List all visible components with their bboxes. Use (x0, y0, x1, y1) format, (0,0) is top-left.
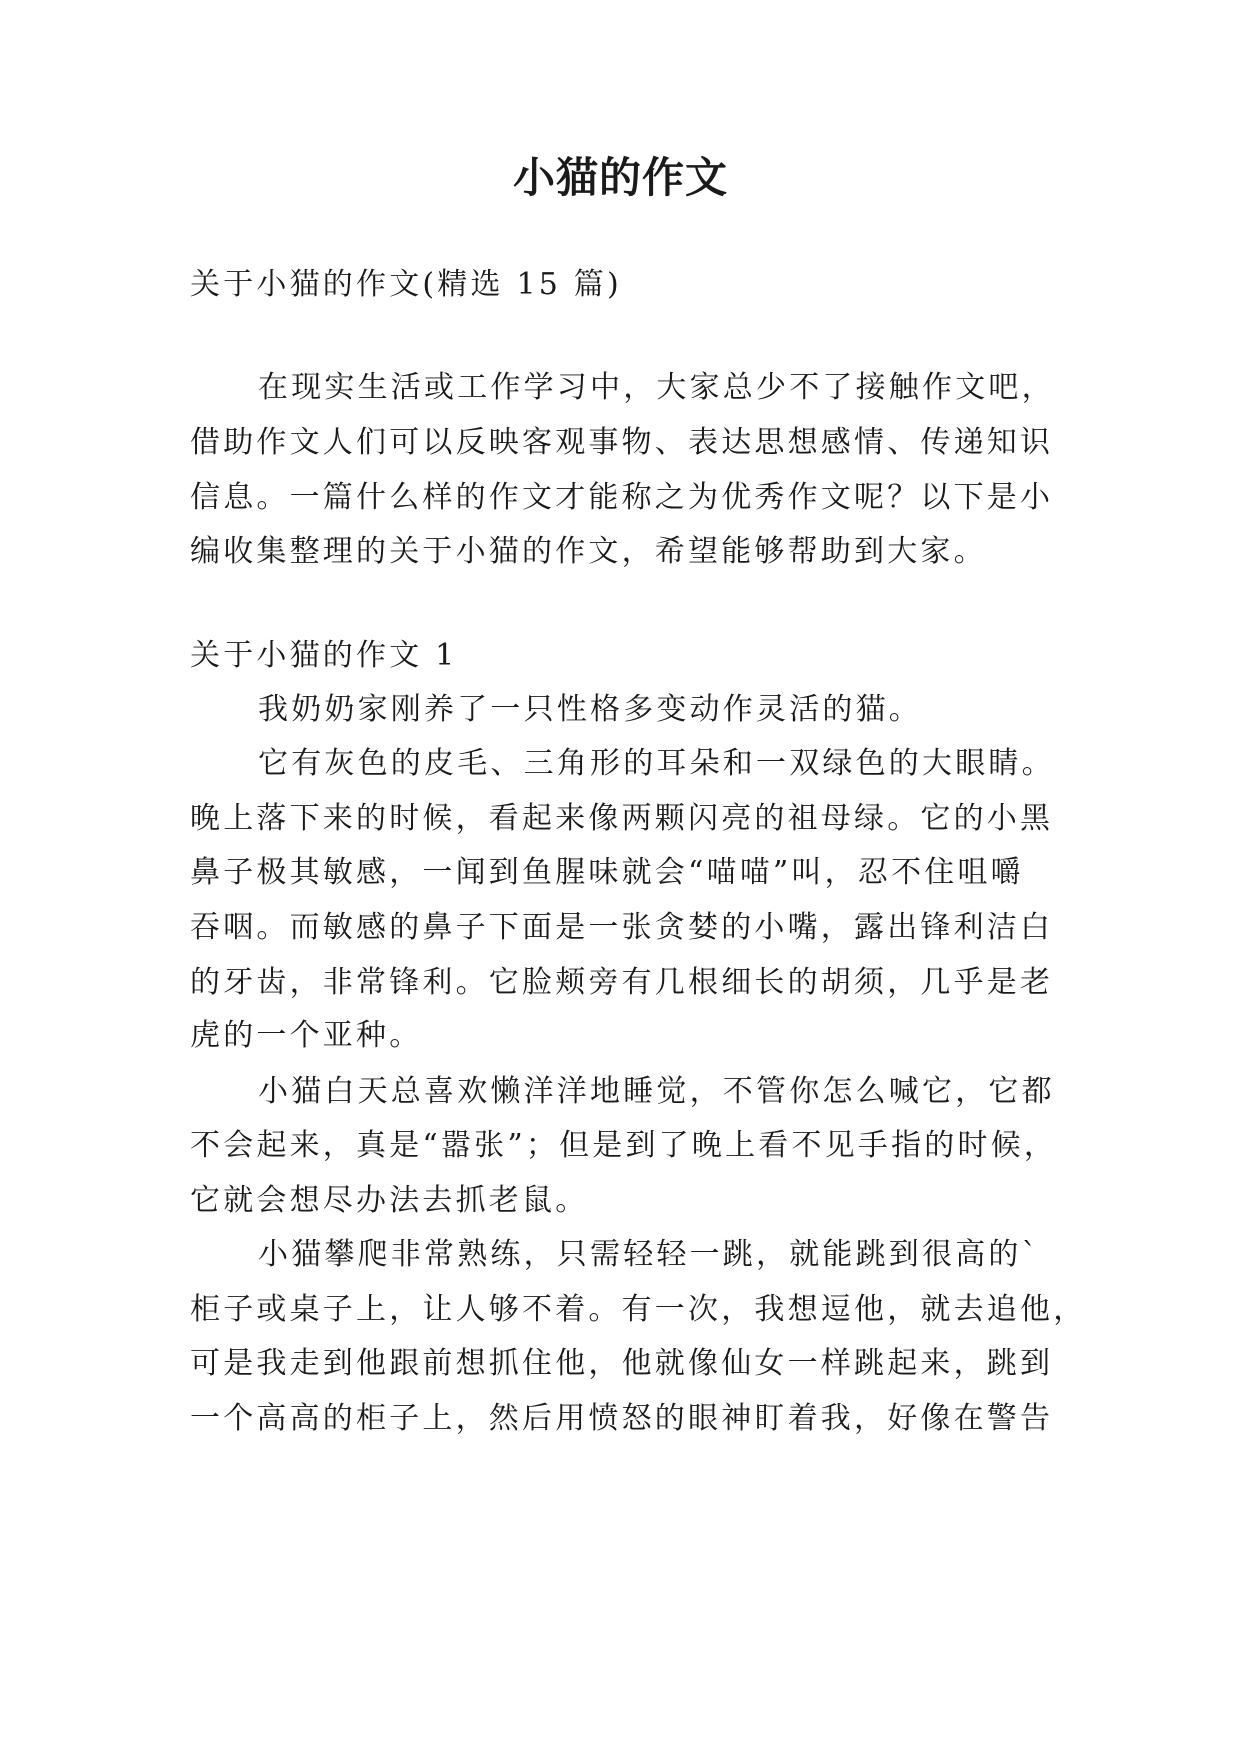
intro-line: 在现实生活或工作学习中，大家总少不了接触作文吧， (258, 370, 1055, 405)
body-line: 它就会想尽办法去抓老鼠。 (190, 1183, 589, 1218)
body-line: 小猫攀爬非常熟练，只需轻轻一跳，就能跳到很高的` (258, 1237, 1040, 1272)
subtitle: 关于小猫的作文(精选 15 篇) (190, 267, 622, 302)
body-line: 吞咽。而敏感的鼻子下面是一张贪婪的小嘴，露出锋利洁白 (190, 910, 1054, 945)
body-line: 不会起来，真是“嚣张”；但是到了晚上看不见手指的时候， (190, 1128, 1058, 1163)
body-line: 鼻子极其敏感，一闻到鱼腥味就会“喵喵”叫，忍不住咀嚼 (190, 855, 1024, 890)
intro-line: 信息。一篇什么样的作文才能称之为优秀作文呢？以下是小 (190, 480, 1054, 515)
body-line: 一个高高的柜子上，然后用愤怒的眼神盯着我，好像在警告 (190, 1401, 1054, 1436)
body-line: 我奶奶家刚养了一只性格多变动作灵活的猫。 (258, 692, 922, 727)
body-line: 可是我走到他跟前想抓住他，他就像仙女一样跳起来，跳到 (190, 1346, 1054, 1381)
body-line: 小猫白天总喜欢懒洋洋地睡觉，不管你怎么喊它，它都 (258, 1074, 1055, 1109)
body-line: 柜子或桌子上，让人够不着。有一次，我想逗他，就去追他， (190, 1292, 1087, 1327)
section-heading: 关于小猫的作文 1 (190, 638, 458, 673)
intro-line: 编收集整理的关于小猫的作文，希望能够帮助到大家。 (190, 534, 987, 569)
body-line: 它有灰色的皮毛、三角形的耳朵和一双绿色的大眼睛。 (258, 746, 1055, 781)
page-title: 小猫的作文 (512, 153, 728, 202)
body-line: 的牙齿，非常锋利。它脸颊旁有几根细长的胡须，几乎是老 (190, 965, 1054, 1000)
body-line: 晚上落下来的时候，看起来像两颗闪亮的祖母绿。它的小黑 (190, 801, 1054, 836)
body-line: 虎的一个亚种。 (190, 1018, 423, 1053)
intro-line: 借助作文人们可以反映客观事物、表达思想感情、传递知识 (190, 425, 1054, 460)
